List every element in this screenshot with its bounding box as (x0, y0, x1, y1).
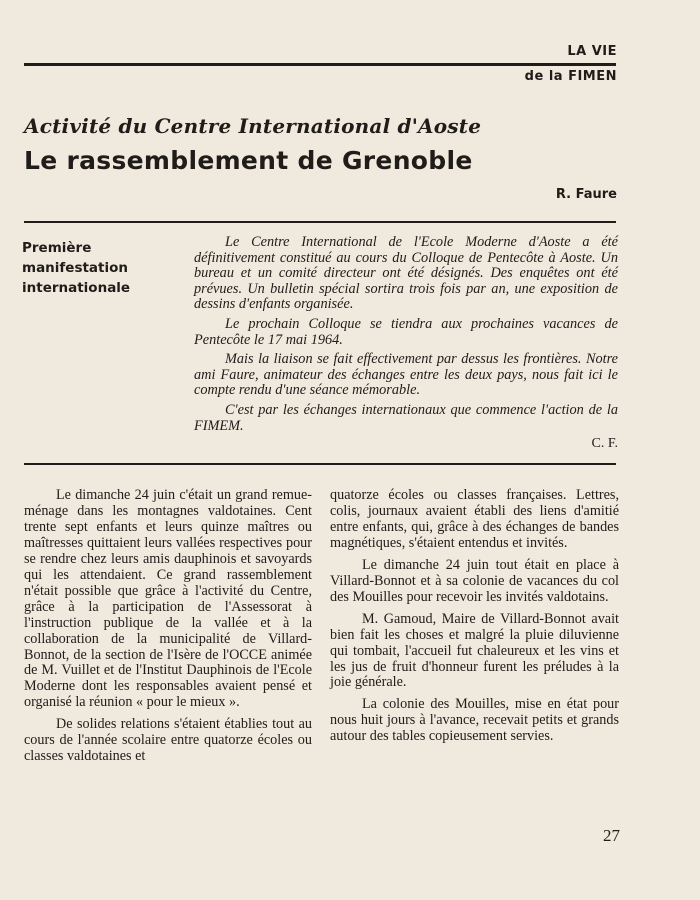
body-paragraph: quatorze écoles ou classes françaises. Lettres, colis, journaux avaient établi des liens d'amitié entre enfants, qui, grâce à des échanges de bandes magnétiques, s'étaient entendus et invités. (330, 487, 619, 551)
intro-initials: C. F. (591, 436, 618, 452)
intro-rule (24, 463, 616, 465)
intro-paragraph: Le Centre International de l'Ecole Moderne d'Aoste a été définitivement constitué au cours du Colloque de Pentecôte à Aoste. Un bureau et un comité directeur ont été désignés. Des enquêtes ont été prévues. Un bulletin spécial sortira trois fois par an, une exposition de dessins d'enfants organisée. (194, 234, 618, 313)
header-rule (24, 63, 616, 66)
title-rule (24, 221, 616, 223)
article-headline: Le rassemblement de Grenoble (24, 146, 473, 175)
body-paragraph: De solides relations s'étaient établies tout au cours de l'année scolaire entre quatorze écoles ou classes valdotaines et (24, 716, 312, 765)
body-column-right (330, 488, 619, 751)
section-subtitle: de la FIMEN (524, 69, 617, 84)
page-number: 27 (603, 826, 620, 845)
body-paragraph: Le dimanche 24 juin c'était un grand remue-ménage dans les montagnes valdotaines. Cent trente sept enfants et leurs quinze maîtres ou maîtresses quittaient leurs vallées respectives pour se rendre chez leurs amis dauphinois et savoyards qui les attendaient. Ce grand rassemblement n'était possible que grâce à l'activité du Centre, grâce à la participation de l'Assessorat à l'instruction publique de la vallée et à la collaboration de la municipalité de Villard-Bonnot, de la section de l'Isère de l'OCCE animée de M. Vuillet et de l'Institut Dauphinois de l'Ecole Moderne dont les responsables avaient pensé et organisé la réunion « pour le mieux ». (24, 487, 312, 711)
sidebar-heading (22, 238, 162, 298)
section-title: LA VIE (567, 44, 617, 59)
article-byline: R. Faure (555, 187, 617, 202)
sidebar-heading-line: Première (22, 240, 92, 256)
intro-box (194, 235, 618, 452)
intro-paragraph: C'est par les échanges internationaux que commence l'action de la FIMEM. (194, 401, 618, 434)
body-paragraph: M. Gamoud, Maire de Villard-Bonnot avait bien fait les choses et malgré la pluie diluvienne qui tombait, l'accueil fut chaleureux et les vins et les jus de fruit d'honneur furent les préludes à la joie générale. (330, 610, 619, 691)
intro-paragraph: Le prochain Colloque se tiendra aux prochaines vacances de Pentecôte le 17 mai 1964. (194, 315, 618, 348)
body-paragraph: La colonie des Mouilles, mise en état pour nous huit jours à l'avance, recevait petits et grands autour des tables copieusement servies. (330, 696, 619, 745)
intro-paragraph: Mais la liaison se fait effectivement par dessus les frontières. Notre ami Faure, animateur des échanges entre les deux pays, nous fait ici le compte rendu d'une séance mémorable. (194, 351, 618, 399)
article-kicker: Activité du Centre International d'Aoste (24, 114, 482, 138)
sidebar-heading-line: internationale (22, 280, 131, 296)
body-column-left (24, 488, 312, 771)
sidebar-heading-line: manifestation (22, 260, 129, 276)
body-paragraph: Le dimanche 24 juin tout était en place à Villard-Bonnot et à sa colonie de vacances du col des Mouilles pour recevoir les invités valdotains. (330, 556, 619, 605)
